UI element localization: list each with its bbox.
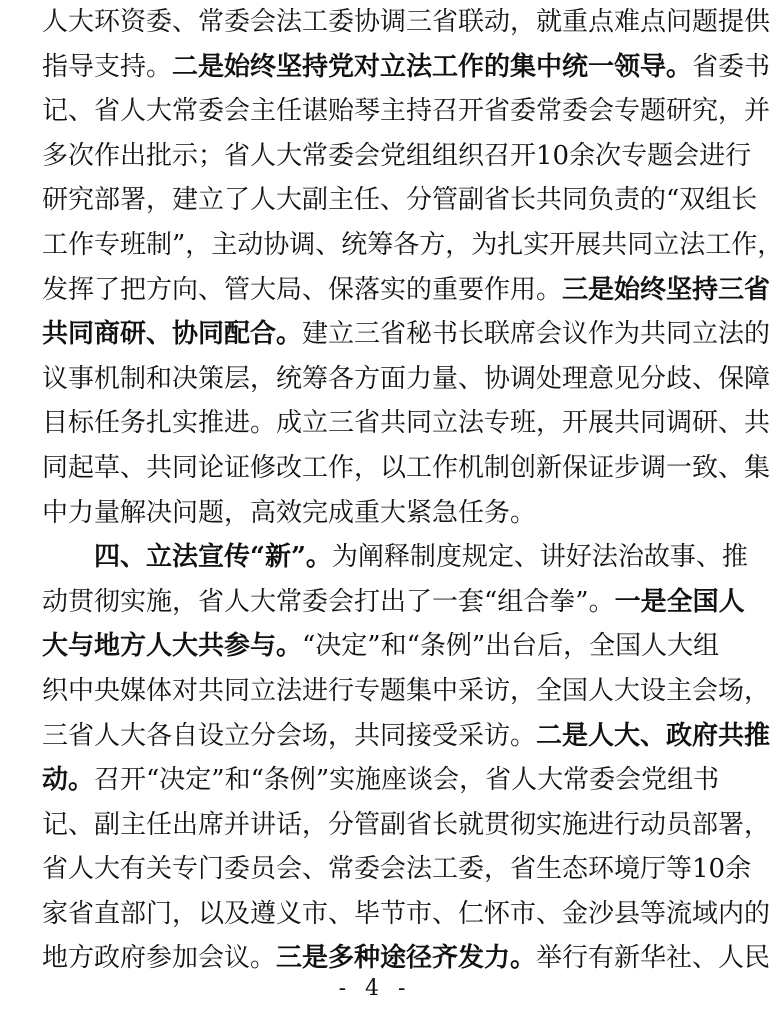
bold-heading-run: 二是始终坚持党对立法工作的集中统一领导。 bbox=[172, 51, 693, 82]
text-line bbox=[42, 357, 771, 402]
bold-heading-run: 三是多种途径齐发力。 bbox=[276, 943, 537, 974]
text-run: 目标任务扎实推进。成立三省共同立法专班，开展共同调研、共 bbox=[42, 408, 771, 439]
bold-heading-run: 二是人大、政府共推 bbox=[536, 720, 771, 751]
body-text bbox=[42, 0, 783, 981]
text-run: 省委书 bbox=[692, 51, 771, 82]
text-line bbox=[42, 312, 771, 357]
text-line bbox=[42, 45, 771, 90]
text-line bbox=[42, 758, 720, 803]
text-line bbox=[42, 401, 771, 446]
text-line bbox=[42, 624, 720, 669]
text-line bbox=[42, 89, 771, 134]
text-line bbox=[42, 223, 783, 268]
text-run: 工作专班制”，主动协调、统筹各方，为扎实开展共同立法工作， bbox=[42, 229, 783, 260]
bold-heading-run: 三是始终坚持三省 bbox=[562, 274, 771, 305]
text-run: 召开“决定”和“条例”实施座谈会，省人大常委会党组书 bbox=[94, 765, 720, 796]
text-line bbox=[42, 803, 771, 848]
section-heading: 四、立法宣传“新”。 bbox=[94, 542, 332, 573]
text-line bbox=[42, 134, 752, 179]
text-run: 议事机制和决策层，统筹各方面力量、协调处理意见分歧、保障 bbox=[42, 363, 771, 394]
text-run: 三省人大各自设立分会场，共同接受采访。 bbox=[42, 720, 537, 751]
bold-heading-run: 动。 bbox=[42, 765, 95, 796]
text-run: 指导支持。 bbox=[42, 51, 173, 82]
text-line bbox=[42, 669, 771, 714]
text-run: 家省直部门，以及遵义市、毕节市、仁怀市、金沙县等流域内的 bbox=[42, 898, 771, 929]
bold-heading-run: 共同商研、协同配合。 bbox=[42, 319, 303, 350]
bold-heading-run: 大与地方人大共参与。 bbox=[42, 631, 303, 662]
text-run: 记、副主任出席并讲话，分管副省长就贯彻实施进行动员部署， bbox=[42, 809, 771, 840]
text-run: 举行有新华社、人民 bbox=[536, 943, 771, 974]
text-line bbox=[42, 936, 771, 981]
text-run: 同起草、共同论证修改工作，以工作机制创新保证步调一致、集 bbox=[42, 452, 771, 483]
page-number: - 4 - bbox=[338, 976, 412, 1001]
text-line bbox=[42, 847, 752, 892]
text-run: 为阐释制度规定、讲好法治故事、推 bbox=[331, 542, 748, 573]
text-line bbox=[42, 0, 771, 45]
bold-heading-run: 一是全国人 bbox=[614, 586, 745, 617]
text-run: 人大环资委、常委会法工委协调三省联动，就重点难点问题提供 bbox=[42, 7, 771, 37]
text-line bbox=[42, 491, 710, 536]
text-run: 地方政府参加会议。 bbox=[42, 943, 277, 974]
text-run: 动贯彻实施，省人大常委会打出了一套“组合拳”。 bbox=[42, 586, 615, 617]
text-run: 建立三省秘书长联席会议作为共同立法的 bbox=[302, 319, 771, 350]
section-heading-line bbox=[42, 535, 748, 580]
text-line bbox=[42, 446, 771, 491]
text-run: 省人大有关专门委员会、常委会法工委，省生态环境厅等10余 bbox=[42, 854, 752, 885]
text-run: 记、省人大常委会主任谌贻琴主持召开省委常委会专题研究，并 bbox=[42, 96, 771, 127]
text-run: 研究部署，建立了人大副主任、分管副省长共同负责的“双组长 bbox=[42, 185, 758, 216]
text-line bbox=[42, 892, 771, 937]
text-run: 织中央媒体对共同立法进行专题集中采访，全国人大设主会场， bbox=[42, 675, 771, 706]
text-run: “决定”和“条例”出台后，全国人大组 bbox=[302, 631, 720, 662]
text-run: 发挥了把方向、管大局、保落实的重要作用。 bbox=[42, 274, 563, 305]
text-line bbox=[42, 178, 758, 223]
text-line bbox=[42, 714, 771, 759]
text-line bbox=[42, 268, 771, 313]
text-run: 中力量解决问题，高效完成重大紧急任务。 bbox=[42, 497, 537, 528]
text-line bbox=[42, 580, 745, 625]
text-run: 多次作出批示；省人大常委会党组组织召开10余次专题会进行 bbox=[42, 140, 752, 171]
